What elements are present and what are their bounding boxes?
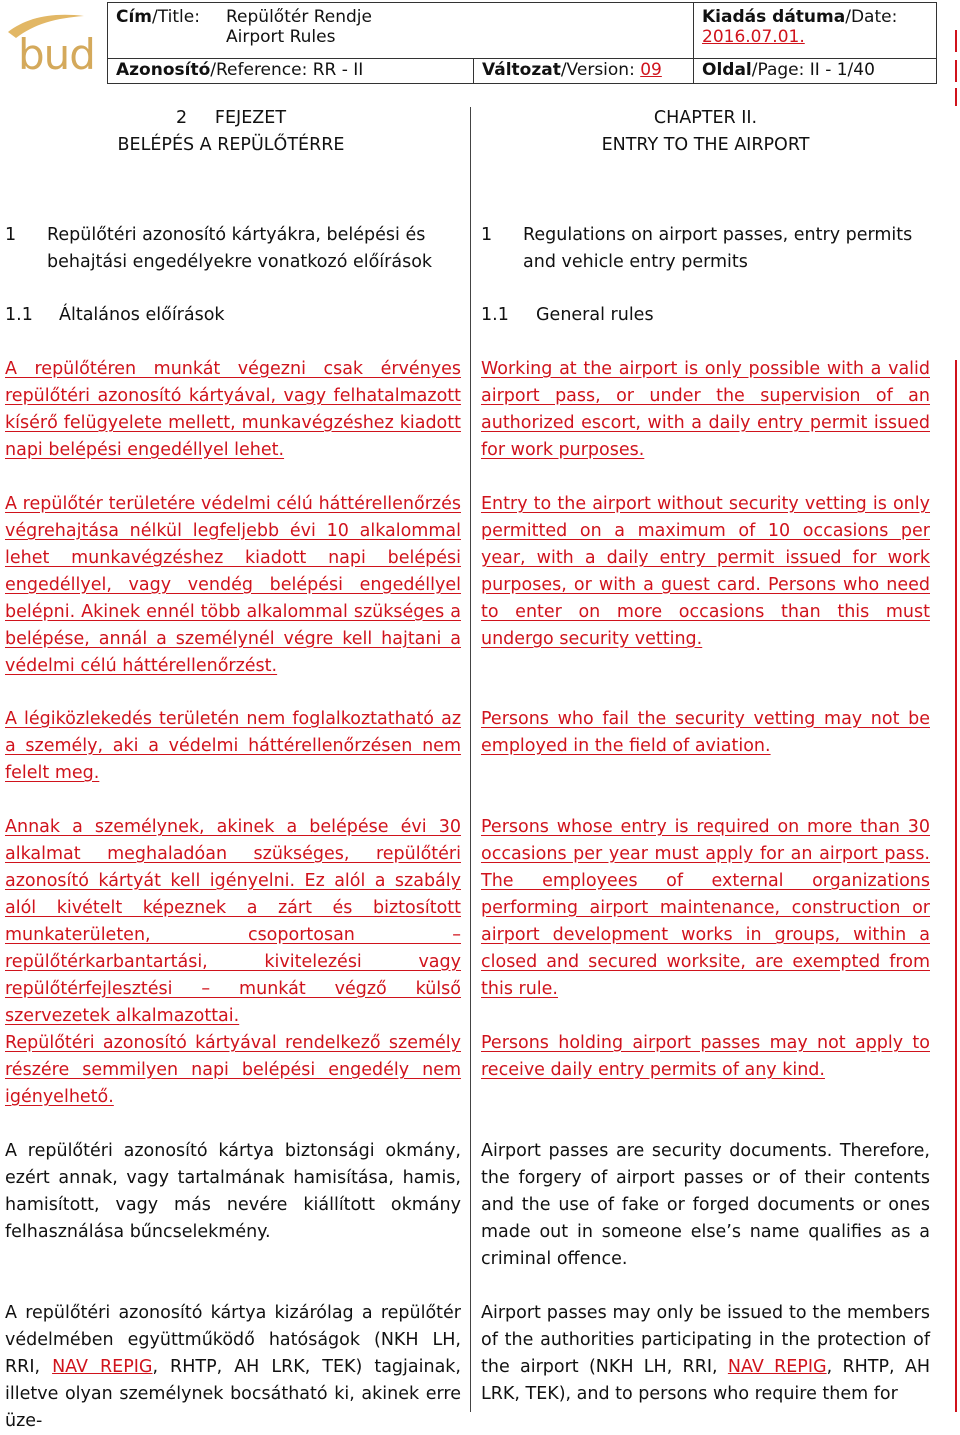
section-1-1-heading-en — [481, 302, 930, 329]
paragraph-7-en-change: NAV REPIG — [727, 1357, 827, 1377]
subsection-title: Általános előírások — [59, 305, 225, 325]
ref-label-en: /Reference: RR - II — [210, 60, 364, 80]
bud-logo — [0, 0, 100, 84]
date-label-hu: Kiadás dátuma — [702, 7, 846, 27]
paragraph-7-hu-part-a: A repülőtéri azonosító kártya kizárólag a repülőtér védelmében együttműködő hatóságok (NKH LH, RRI, — [5, 1303, 461, 1377]
chapter-number-hu: 2 FEJEZET — [175, 108, 287, 128]
version-cell — [474, 60, 693, 80]
section-title: Repülőtéri azonosító kártyákra, belépési és behajtási engedélyekre vonatkozó előírások — [47, 225, 433, 272]
change-bar — [955, 30, 957, 52]
change-bar — [955, 88, 957, 106]
logo-text: bud — [18, 30, 95, 79]
page-cell — [694, 60, 937, 80]
section-number: 1 — [5, 225, 17, 245]
subsection-number: 1.1 — [5, 305, 33, 325]
paragraph-5-en: Persons holding airport passes may not apply to receive daily entry permits of any kind. — [481, 1033, 930, 1080]
paragraph-4-en: Persons whose entry is required on more than 30 occasions per year must apply for an airport pass. The employees of external organizations performing airport maintenance, construction or airport development works in groups, within a closed and secured worksite, are exempted from this rule. — [481, 817, 930, 999]
chapter-title-en: ENTRY TO THE AIRPORT — [601, 135, 810, 155]
section-1-heading-hu — [5, 222, 461, 276]
paragraph-6-hu: A repülőtéri azonosító kártya biztonsági okmány, ezért annak, vagy tartalmának hamisítása, hamis, hamisított, vagy más nevére kiállított okmány felhasználása bűncselekmény. — [5, 1141, 461, 1242]
section-1-heading-en — [481, 222, 930, 276]
change-bar — [955, 60, 957, 82]
date-cell — [694, 7, 937, 47]
paragraph-7-hu — [5, 1300, 461, 1435]
subsection-title: General rules — [536, 305, 654, 325]
paragraph-1-hu: A repülőtéren munkát végezni csak érvényes repülőtéri azonosító kártyával, vagy felhatalmazott kísérő felügyelete mellett, munkavégzéshez kiadott napi belépési engedéllyel lehet. — [5, 359, 461, 460]
ref-label-hu: Azonosító — [116, 60, 211, 80]
page-label-hu: Oldal — [702, 60, 752, 80]
page-label-en: /Page: II - 1/40 — [751, 60, 875, 80]
chapter-heading-hu — [5, 105, 457, 159]
section-1-1-heading-hu — [5, 302, 461, 329]
title-label-en: /Title: — [152, 7, 200, 27]
date-value: 2016.07.01. — [702, 27, 805, 47]
version-value: 09 — [640, 60, 662, 80]
reference-cell — [108, 60, 473, 80]
chapter-heading-en — [481, 105, 930, 159]
date-label-en: /Date: — [845, 7, 898, 27]
version-label-hu: Változat — [482, 60, 561, 80]
paragraph-1-en: Working at the airport is only possible with a valid airport pass, or under the supervision of an authorized escort, with a daily entry permit issued for work purposes. — [481, 359, 930, 460]
chapter-title-hu: BELÉPÉS A REPÜLŐTÉRRE — [117, 135, 345, 155]
paragraph-5-hu: Repülőtéri azonosító kártyával rendelkező személy részére semmilyen napi belépési engedély nem igényelhető. — [5, 1033, 461, 1107]
paragraph-7-hu-change: NAV REPIG — [52, 1357, 153, 1377]
column-divider — [470, 107, 471, 1412]
section-number: 1 — [481, 225, 493, 245]
change-bar — [955, 360, 957, 1412]
title-hu: Repülőtér Rendje — [226, 7, 372, 27]
paragraph-7-en — [481, 1300, 930, 1408]
version-label-en: /Version: — [560, 60, 641, 80]
section-title: Regulations on airport passes, entry permits and vehicle entry permits — [523, 225, 913, 272]
paragraph-7-en-part-b: , RHTP, AH LRK, TEK), and to persons who require them for — [481, 1357, 930, 1404]
paragraph-2-hu: A repülőtér területére védelmi célú háttérellenőrzés végrehajtása nélkül legfeljebb évi 10 alkalommal lehet munkavégzéshez kiadott napi belépési engedéllyel, vagy vendég belépési engedéllyel belépni. Akinek ennél több alkalommal szükséges a belépése, annál a személynél végre kell hajtani a védelmi célú háttérellenőrzést. — [5, 494, 461, 676]
title-en: Airport Rules — [226, 27, 336, 47]
paragraph-2-en: Entry to the airport without security vetting is only permitted on a maximum of 10 occasions per year, with a daily entry permit issued for work purposes, or with a guest card. Persons who need to enter on more occasions than this must undergo security vetting. — [481, 494, 930, 649]
paragraph-6-en: Airport passes are security documents. Therefore, the forgery of airport passes or of their contents and the use of fake or forged documents or ones made out in someone else’s name qualifies as a criminal offence. — [481, 1141, 930, 1269]
paragraph-3-hu: A légiközlekedés területén nem foglalkoztatható az a személy, aki a védelmi háttérellenőrzésen nem felelt meg. — [5, 709, 461, 783]
paragraph-4-hu: Annak a személynek, akinek a belépése évi 30 alkalmat meghaladóan szükséges, repülőtéri azonosító kártyát kell igényelni. Ez alól a szabály alól kivételt képeznek a zárt és biztosított munkaterületen, csoportosan – repülőtérkarbantartási, kivitelezési vagy repülőtérfejlesztési – munkát végző külső szervezetek alkalmazottai. — [5, 817, 461, 1026]
document-header — [107, 2, 937, 84]
title-cell — [108, 7, 693, 47]
chapter-number-en: CHAPTER II. — [653, 108, 758, 128]
paragraph-3-en: Persons who fail the security vetting may not be employed in the field of aviation. — [481, 709, 930, 756]
title-label-hu: Cím — [116, 7, 153, 27]
paragraph-7-en-part-a: Airport passes may only be issued to the members of the authorities participating in the protection of the airport (NKH LH, RRI, — [481, 1303, 930, 1377]
paragraph-7-hu-part-b: , RHTP, AH LRK, TEK) tagjainak, illetve olyan személynek bocsátható ki, akinek erre üze- — [5, 1357, 461, 1431]
subsection-number: 1.1 — [481, 305, 509, 325]
